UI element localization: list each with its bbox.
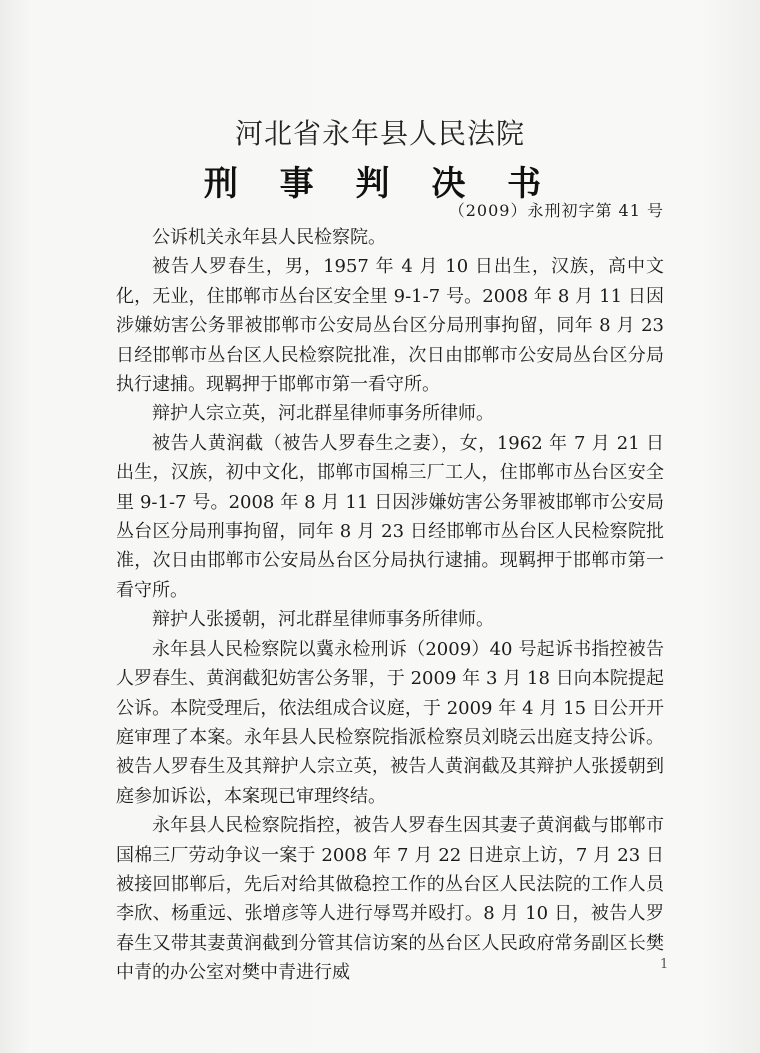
- paragraph-defendant-1: 被告人罗春生，男，1957 年 4 月 10 日出生，汉族，高中文化，无业，住邯郸市丛台区安全里 9-1-7 号。2008 年 8 月 11 日因涉嫌妨害公务罪被邯郸市公安局丛台区分局刑事拘留，同年 8 月 23 日经邯郸市丛台区人民检察院批准，次日由邯郸市公安局丛台区分局执行逮捕。现羁押于邯郸市第一看守所。: [116, 256, 664, 396]
- document-body: [116, 223, 664, 988]
- paragraph-defender-2: 辩护人张援朝，河北群星律师事务所律师。: [152, 609, 494, 631]
- document-title: 刑 事 判 决 书: [203, 164, 557, 204]
- paragraph-defendant-2: 被告人黄润截（被告人罗春生之妻），女，1962 年 7 月 21 日出生，汉族，初中文化，邯郸市国棉三厂工人，住邯郸市丛台区安全里 9-1-7 号。2008 年 8 月 11 日因涉嫌妨害公务罪被邯郸市公安局丛台区分局刑事拘留，同年 8 月 23 日经邯郸市丛台区人民检察院批准，次日由邯郸市公安局丛台区分局执行逮捕。现羁押于邯郸市第一看守所。: [116, 432, 664, 601]
- case-number: （2009）永刑初字第 41 号: [448, 201, 664, 220]
- paragraph-prosecutor: 公诉机关永年县人民检察院。: [152, 227, 386, 248]
- court-name: 河北省永年县人民法院: [234, 117, 525, 150]
- paragraph-charges: 永年县人民检察院指控，被告人罗春生因其妻子黄润截与邯郸市国棉三厂劳动争议一案于 2008 年 7 月 22 日进京上访，7 月 23 日被接回邯郸后，先后对给其做稳控工作的丛台区人民法院的工作人员李欣、杨重远、张增彦等人进行辱骂并殴打。8 月 10 日，被告人罗春生又带其妻黄润截到分管其信访案的丛台区人民政府常务副区长樊中青的办公室对樊中青进行威: [116, 815, 664, 984]
- page-number: 1: [660, 957, 669, 972]
- paragraph-defender-1: 辩护人宗立英，河北群星律师事务所律师。: [152, 403, 494, 425]
- paragraph-procedure: 永年县人民检察院以冀永检刑诉（2009）40 号起诉书指控被告人罗春生、黄润截犯妨害公务罪，于 2009 年 3 月 18 日向本院提起公诉。本院受理后，依法组成合议庭，于 2009 年 4 月 15 日公开开庭审理了本案。永年县人民检察院指派检察员刘晓云出庭支持公诉。被告人罗春生及其辩护人宗立英，被告人黄润截及其辩护人张援朝到庭参加诉讼，本案现已审理终结。: [116, 638, 664, 807]
